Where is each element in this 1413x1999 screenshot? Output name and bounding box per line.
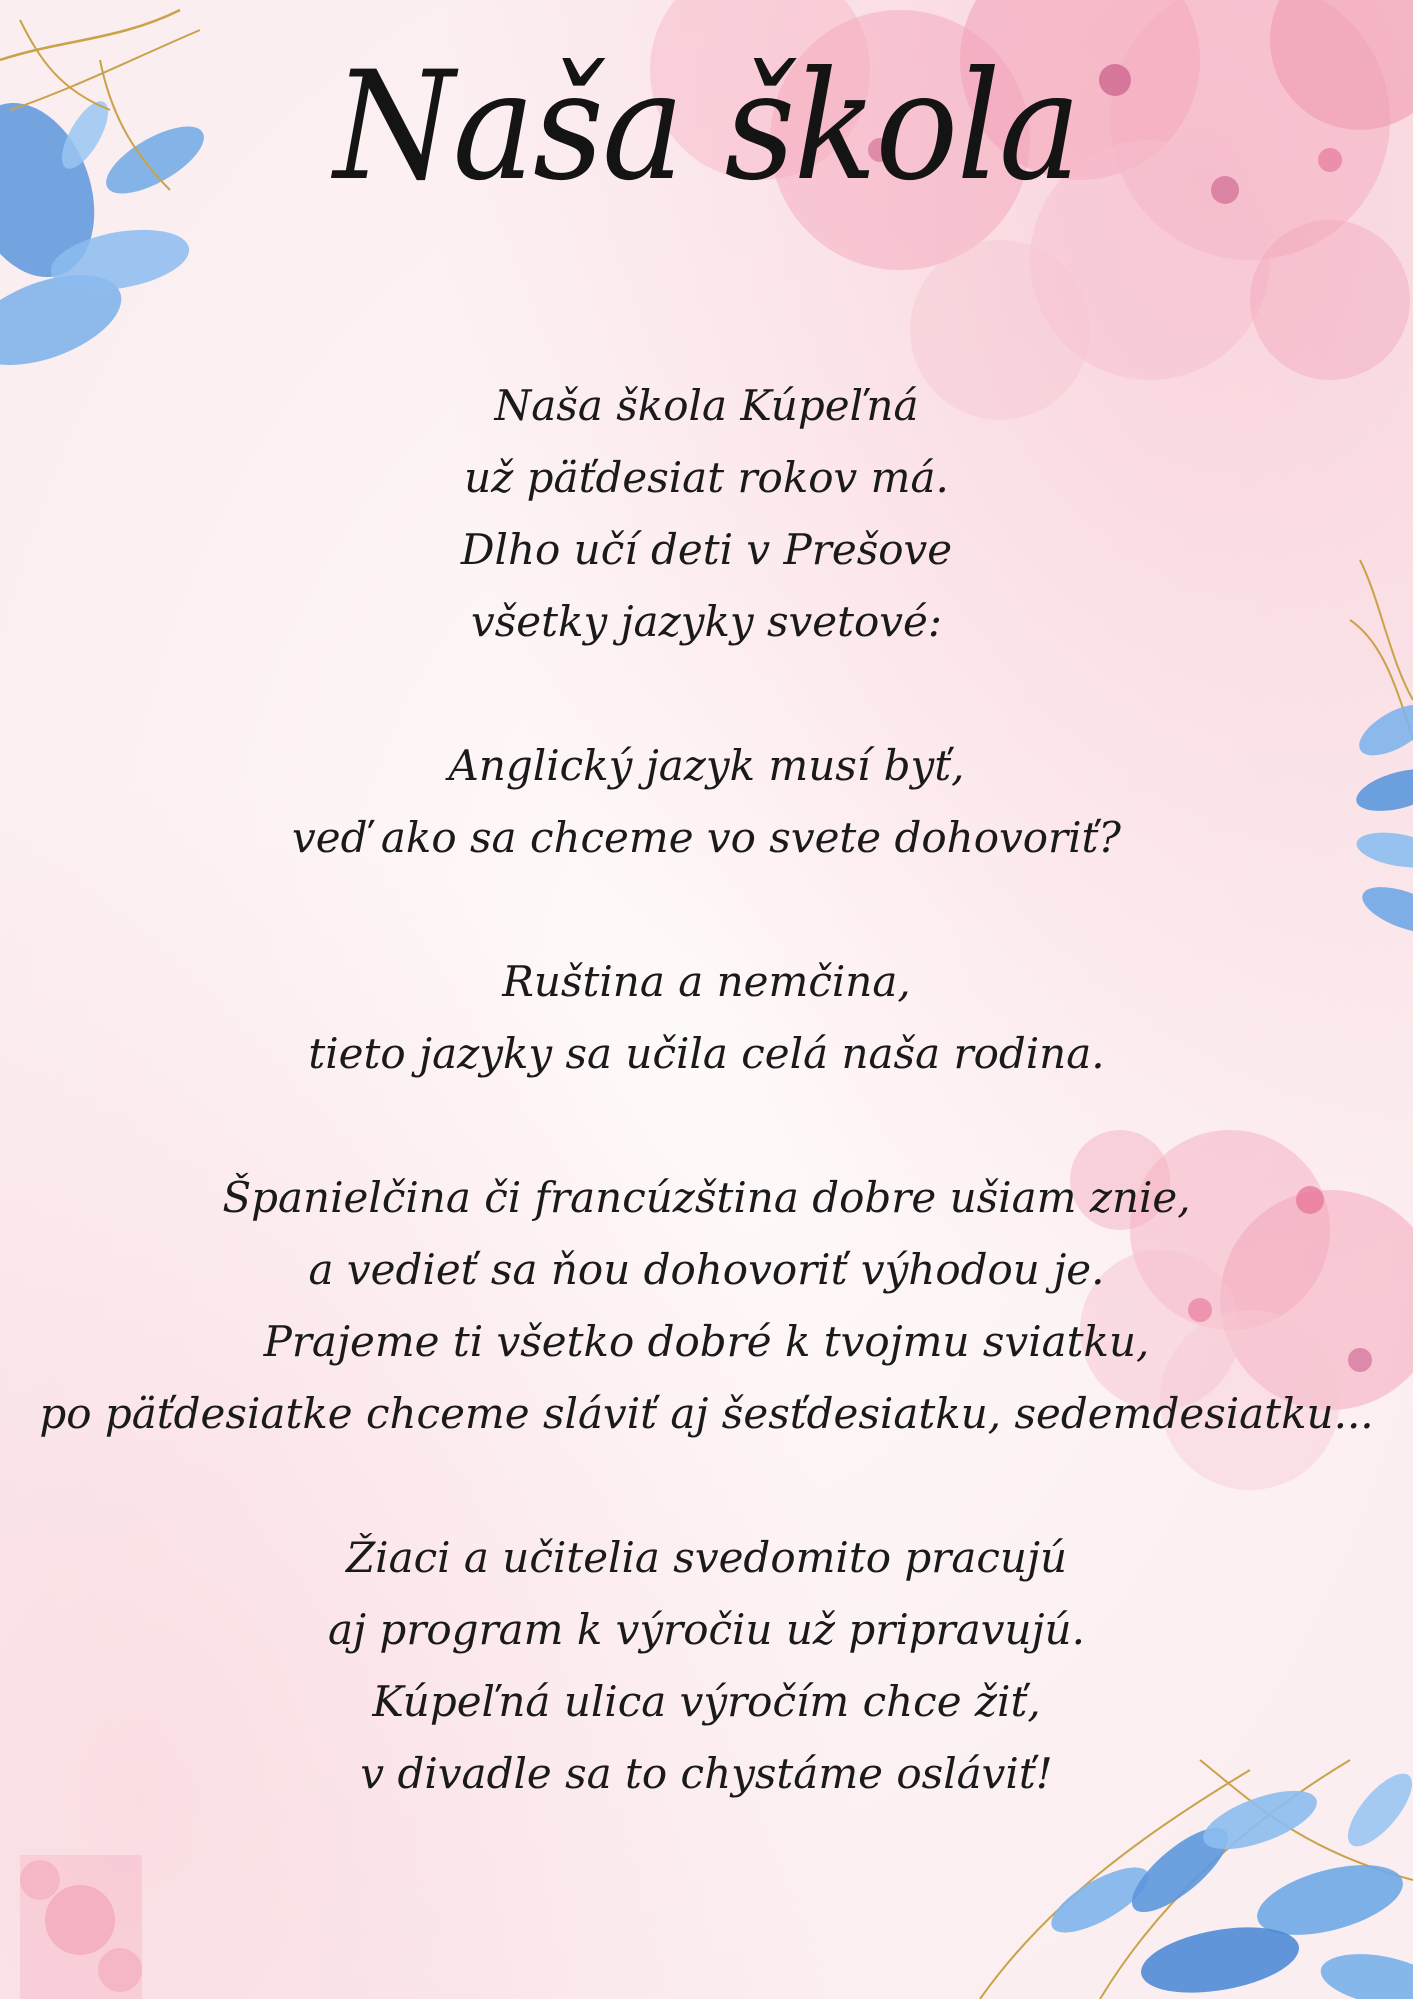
poem-line: Žiaci a učitelia svedomito pracujú xyxy=(345,1533,1068,1582)
poem xyxy=(0,370,1413,1882)
poem-line: všetky jazyky svetové: xyxy=(470,597,943,646)
poem-line: veď ako sa chceme vo svete dohovoriť? xyxy=(292,813,1121,862)
stanza xyxy=(0,370,1413,658)
stanza xyxy=(0,730,1413,874)
poem-line: Naša škola Kúpeľná xyxy=(494,381,919,430)
poem-line: tieto jazyky sa učila celá naša rodina. xyxy=(308,1029,1105,1078)
stanza xyxy=(0,1522,1413,1810)
stanza xyxy=(0,946,1413,1090)
poem-line: Anglický jazyk musí byť, xyxy=(448,741,965,790)
poem-line: Dlho učí deti v Prešove xyxy=(460,525,953,574)
poster-title: Naša škola xyxy=(333,40,1080,214)
poem-line: a vedieť sa ňou dohovoriť výhodou je. xyxy=(308,1245,1105,1294)
poem-line: už päťdesiat rokov má. xyxy=(464,453,949,502)
poem-line: Kúpeľná ulica výročím chce žiť, xyxy=(372,1677,1041,1726)
stanza xyxy=(0,1162,1413,1450)
poem-line: aj program k výročiu už pripravujú. xyxy=(328,1605,1085,1654)
poem-line: v divadle sa to chystáme osláviť! xyxy=(360,1749,1053,1798)
poem-line: Ruština a nemčina, xyxy=(502,957,911,1006)
poem-line: Španielčina či francúzština dobre ušiam znie, xyxy=(222,1173,1191,1222)
poem-line: po päťdesiatke chceme sláviť aj šesťdesiatku, sedemdesiatku... xyxy=(39,1389,1374,1438)
poem-line: Prajeme ti všetko dobré k tvojmu sviatku, xyxy=(263,1317,1150,1366)
